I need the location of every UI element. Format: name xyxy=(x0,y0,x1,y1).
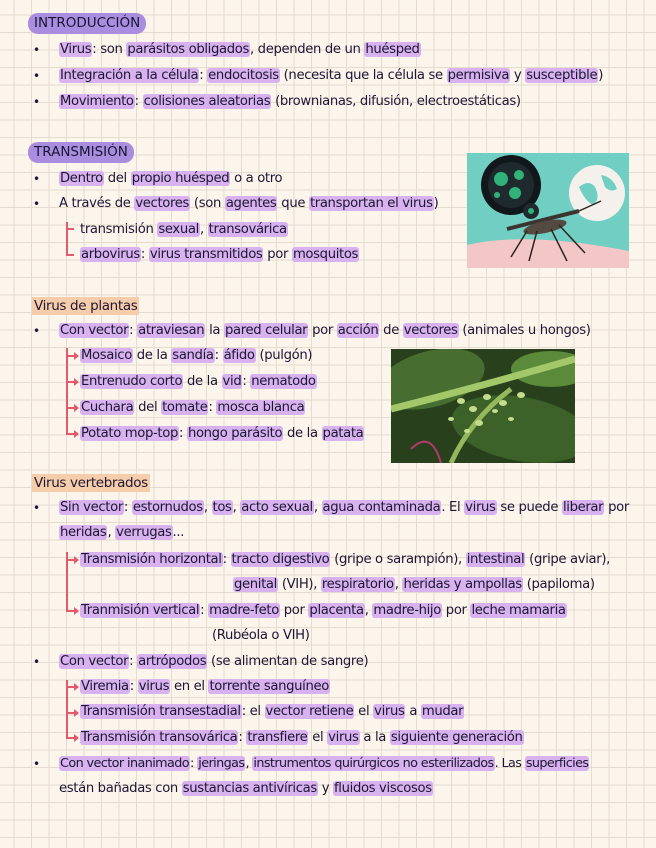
bullet: • xyxy=(33,69,40,83)
plants-heading: Virus de plantas xyxy=(34,298,138,314)
intro-item-3: Movimiento: colisiones aleatorias (brownianas, difusión, electroestáticas) xyxy=(60,94,521,109)
mosquito-icon xyxy=(467,153,629,268)
arrow-icon xyxy=(66,355,75,357)
bullet: • xyxy=(33,95,40,109)
branch-line xyxy=(66,552,68,612)
aphid-leaf-icon xyxy=(391,349,575,463)
intro-heading: INTRODUCCIÓN xyxy=(28,13,146,34)
arrow-icon xyxy=(66,712,75,714)
branch-tick xyxy=(66,254,74,256)
transestadial-line: Transmisión transestadial: el vector retiene el virus a mudar xyxy=(81,704,464,719)
arrow-icon xyxy=(66,737,75,739)
branch-line xyxy=(66,348,68,434)
arrow-icon xyxy=(66,610,75,612)
transovarica-line: Transmisión transovárica: transfiere el virus a la siguiente generación xyxy=(81,730,523,745)
arrow-icon xyxy=(66,381,75,383)
intro-item-1: Virus: son parásitos obligados, dependen de un huésped xyxy=(60,42,420,57)
arrow-icon xyxy=(66,407,75,409)
vertebrates-item-2: Con vector: artrópodos (se alimentan de sangre) xyxy=(60,654,369,669)
plants-item: Con vector: atraviesan la pared celular por acción de vectores (animales u hongos) xyxy=(60,323,591,338)
bullet: • xyxy=(33,172,40,186)
bullet: • xyxy=(33,43,40,57)
plant-aphids-photo xyxy=(391,349,575,463)
plants-example-4: Potato mop-top: hongo parásito de la patata xyxy=(81,426,364,441)
arrow-icon xyxy=(66,686,75,688)
transmission-sub-2: arbovirus: virus transmitidos por mosquitos xyxy=(81,247,359,262)
bullet: • xyxy=(33,655,40,669)
plants-example-3: Cuchara del tomate: mosca blanca xyxy=(81,400,305,415)
branch-tick xyxy=(66,228,74,230)
horizontal-transmission-line-2: genital (VIH), respiratorio, heridas y ampollas (papiloma) xyxy=(234,577,595,592)
bullet: • xyxy=(33,501,40,515)
mosquito-illustration xyxy=(467,153,629,268)
vertebrates-heading: Virus vertebrados xyxy=(34,475,148,491)
transmission-sub-1: transmisión sexual, transovárica xyxy=(80,222,287,237)
bullet: • xyxy=(33,757,40,771)
viremia-line: Viremia: virus en el torrente sanguíneo xyxy=(81,679,329,694)
horizontal-transmission-line-1: Transmisión horizontal: tracto digestivo (gripe o sarampión), intestinal (gripe aviar), xyxy=(81,552,610,567)
arrow-icon xyxy=(66,559,75,561)
branch-line xyxy=(66,680,68,738)
vertebrates-item-1-line-1: Sin vector: estornudos, tos, acto sexual, agua contaminada. El virus se puede liberar por xyxy=(60,500,629,515)
intro-item-2: Integración a la célula: endocitosis (necesita que la célula se permisiva y susceptible) xyxy=(60,68,603,83)
transmission-heading: TRANSMISIÓN xyxy=(28,142,134,163)
vertebrates-item-1-line-2: heridas, verrugas... xyxy=(60,525,185,540)
vertical-transmission-line-1: Tranmisión vertical: madre-feto por placenta, madre-hijo por leche mamaria xyxy=(81,603,566,618)
transmission-item-2: A través de vectores (son agentes que transportan el virus) xyxy=(59,196,439,211)
vertebrates-item-3-line-2: están bañadas con sustancias antivíricas y fluidos viscosos xyxy=(59,781,432,796)
vertebrates-item-3-line-1: Con vector inanimado: jeringas, instrumentos quirúrgicos no esterilizados. Las superficies xyxy=(60,756,589,771)
vertical-transmission-line-2: (Rubéola o VIH) xyxy=(212,628,310,643)
plants-example-1: Mosaico de la sandía: áfido (pulgón) xyxy=(81,348,313,363)
bullet: • xyxy=(33,324,40,338)
arrow-icon xyxy=(66,433,75,435)
plants-example-2: Entrenudo corto de la vid: nematodo xyxy=(81,374,316,389)
transmission-item-1: Dentro del propio huésped o a otro xyxy=(60,171,283,186)
bullet: • xyxy=(33,197,40,211)
